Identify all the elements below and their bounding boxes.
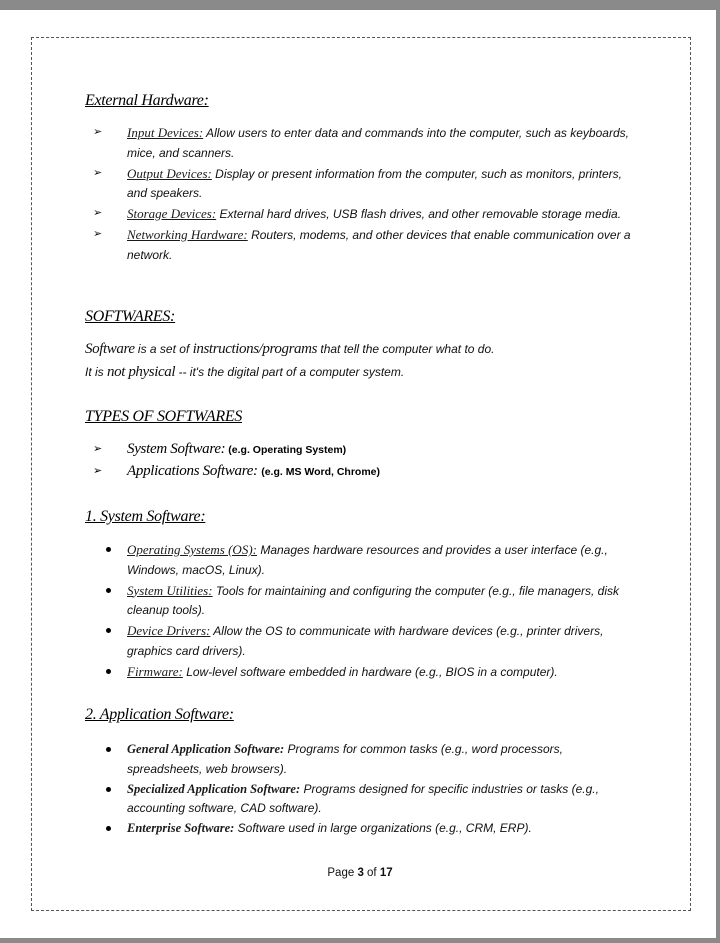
softwares-heading: SOFTWARES:: [85, 308, 176, 325]
definition-text: It is: [85, 365, 108, 379]
bullet-icon: [106, 826, 111, 831]
item-text: Display or present information from the computer, such as monitors, printers, and speakers.: [127, 166, 623, 200]
list-item: [93, 123, 638, 163]
bullet-icon: [106, 588, 111, 593]
item-text: Allow the OS to communicate with hardware devices (e.g., printer drivers, graphics card drivers).: [127, 624, 604, 658]
arrow-bullet-icon: ➢: [93, 126, 103, 138]
item-text: Allow users to enter data and commands into the computer, such as keyboards, mice, and scanners.: [127, 126, 629, 160]
list-item: [93, 462, 638, 484]
item-term: Enterprise Software:: [127, 821, 235, 835]
type-example: (e.g. Operating System): [225, 444, 347, 456]
item-text: Routers, modems, and other devices that enable communication over a network.: [127, 228, 631, 262]
item-term: Specialized Application Software:: [127, 781, 301, 796]
definition-text: is a set of: [134, 342, 193, 356]
list-item: [93, 662, 638, 683]
list-item: [93, 581, 638, 621]
softwares-definition: [85, 341, 494, 358]
item-term: Operating Systems (OS):: [127, 542, 257, 557]
list-item: [93, 204, 638, 225]
external-hardware-heading: External Hardware:: [85, 92, 209, 109]
item-term: Device Drivers:: [127, 623, 211, 638]
list-item: [93, 780, 638, 819]
external-hardware-list: [93, 123, 638, 266]
bullet-icon: [106, 747, 111, 752]
arrow-bullet-icon: ➢: [93, 166, 103, 179]
item-term: System Utilities:: [127, 582, 213, 598]
bullet-icon: [106, 547, 111, 552]
page-number: [0, 867, 720, 879]
item-term: Networking Hardware:: [127, 227, 248, 242]
arrow-bullet-icon: ➢: [93, 443, 103, 455]
item-text: Low-level software embedded in hardware (e.g., BIOS in a computer).: [182, 664, 558, 679]
item-text: Manages hardware resources and provides a user interface (e.g., Windows, macOS, Linux).: [127, 543, 608, 577]
types-heading: TYPES OF SOFTWARES: [85, 408, 243, 425]
bullet-icon: [106, 628, 111, 633]
instructions-term: instructions/programs: [192, 341, 318, 357]
softwares-not-physical: [85, 364, 404, 381]
item-text: Programs for common tasks (e.g., word processors, spreadsheets, web browsers).: [127, 742, 563, 776]
item-term: Storage Devices:: [127, 206, 217, 221]
current-page: 3: [357, 867, 364, 879]
not-physical-term: not physical: [107, 364, 176, 380]
item-text: Software used in large organizations (e.g., CRM, ERP).: [234, 821, 532, 835]
item-text: Programs designed for specific industries or tasks (e.g., accounting software, CAD software).: [127, 781, 599, 815]
application-software-list: [93, 740, 638, 839]
application-software-heading: 2. Application Software:: [85, 706, 234, 723]
definition-text: -- it's the digital part of a computer system.: [175, 365, 405, 379]
arrow-bullet-icon: ➢: [93, 465, 103, 477]
list-item: [93, 819, 638, 839]
type-name: System Software:: [127, 441, 226, 457]
type-example: (e.g. MS Word, Chrome): [261, 466, 381, 478]
types-list: [93, 440, 638, 484]
bullet-icon: [106, 669, 111, 674]
bullet-icon: [106, 787, 111, 792]
system-software-heading: 1. System Software:: [85, 508, 206, 525]
arrow-bullet-icon: ➢: [93, 207, 103, 219]
arrow-bullet-icon: ➢: [93, 228, 103, 240]
item-term: Firmware:: [127, 663, 183, 679]
item-text: External hard drives, USB flash drives, and other removable storage media.: [216, 207, 622, 221]
list-item: [93, 440, 638, 462]
list-item: [93, 225, 638, 265]
list-item: [93, 540, 638, 580]
of-label: of: [363, 867, 380, 879]
list-item: [93, 164, 638, 204]
page-label: Page: [327, 867, 358, 879]
definition-text: that tell the computer what to do.: [317, 342, 495, 356]
system-software-list: [93, 540, 638, 683]
item-text: Tools for maintaining and configuring the computer (e.g., file managers, disk cleanup tools).: [127, 583, 620, 617]
software-term: Software: [85, 341, 135, 357]
type-name: Applications Software:: [127, 463, 262, 479]
item-term: Output Devices:: [127, 165, 212, 181]
total-pages: 17: [379, 867, 393, 879]
list-item: [93, 740, 638, 779]
list-item: [93, 621, 638, 661]
item-term: Input Devices:: [127, 125, 204, 140]
item-term: General Application Software:: [127, 742, 285, 756]
